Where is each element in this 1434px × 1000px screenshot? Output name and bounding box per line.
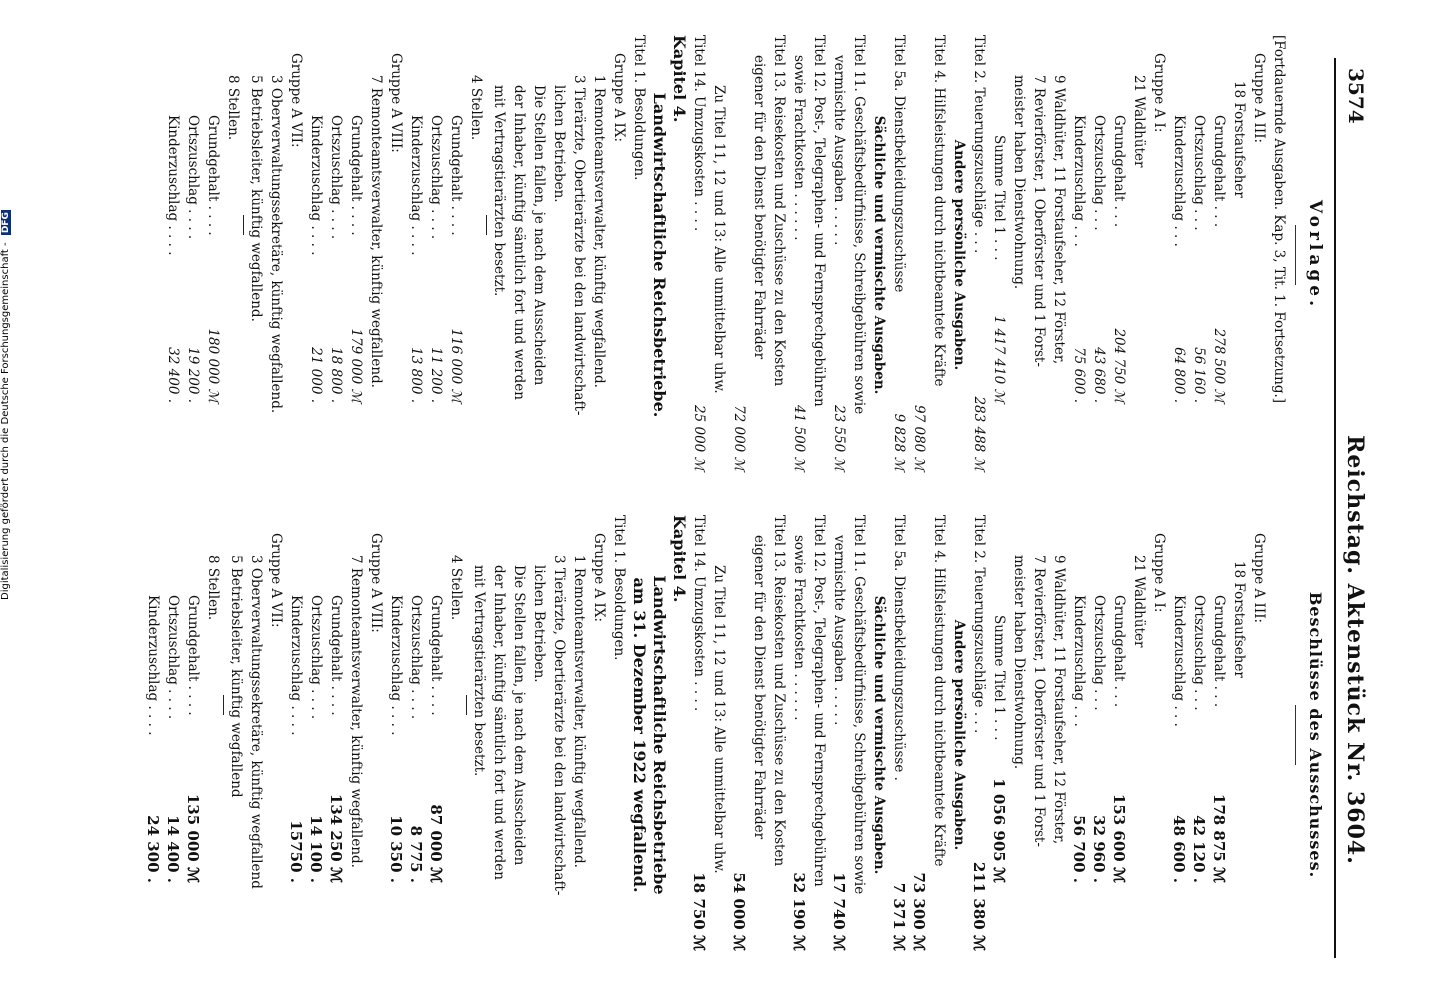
text-line bbox=[1029, 35, 1049, 475]
text-line bbox=[366, 515, 386, 955]
text-line bbox=[183, 515, 203, 955]
line-text: sowie Frachtkosten . . . . . . bbox=[791, 535, 807, 721]
text-line bbox=[789, 35, 809, 475]
text-line bbox=[609, 515, 629, 955]
text-line bbox=[729, 515, 749, 955]
text-line bbox=[1169, 35, 1189, 475]
line-text: Landwirtschaftliche Reichsbetriebe bbox=[650, 575, 669, 895]
text-line bbox=[889, 515, 909, 955]
text-line bbox=[709, 515, 729, 955]
line-text: Ortszuschlag . . . . bbox=[308, 595, 324, 720]
text-line bbox=[466, 35, 486, 475]
text-line bbox=[406, 35, 426, 475]
text-line bbox=[326, 515, 346, 955]
line-amount: 14 100 . bbox=[307, 815, 325, 883]
line-text: Ortszuschlag . . . bbox=[1191, 115, 1207, 231]
line-amount: 8 775 . bbox=[407, 825, 425, 883]
text-line bbox=[1269, 515, 1289, 955]
line-text: Titel 2. Teuerungszuschläge . . . bbox=[971, 515, 987, 734]
text-line bbox=[426, 515, 446, 955]
line-amount: 116 000 ℳ bbox=[448, 328, 464, 403]
text-line bbox=[549, 515, 569, 955]
line-text: Grundgehalt . . . . bbox=[185, 595, 201, 716]
text-line bbox=[929, 515, 949, 955]
line-text: 4 Stellen. bbox=[448, 555, 464, 621]
text-line bbox=[223, 35, 243, 475]
line-text: vermischte Ausgaben . . . . . bbox=[831, 55, 847, 246]
column-heading-beschluesse: Beschlüsse des Ausschusses. bbox=[1306, 591, 1325, 879]
line-text: [Fortdauernde Ausgaben. Kap. 3, Tit. 1. Fortsetzung.] bbox=[1271, 35, 1287, 404]
line-text: Gruppe A VIII: bbox=[368, 533, 384, 633]
text-line bbox=[749, 35, 769, 475]
line-text: Gruppe A I: bbox=[1151, 533, 1167, 613]
line-total: 32 190 ℳ bbox=[790, 872, 808, 951]
text-line bbox=[989, 35, 1009, 475]
text-line bbox=[1189, 35, 1209, 475]
dfg-logo: DFG bbox=[1, 212, 11, 234]
line-text: 7 Remonteamtsverwalter, künftig wegfallend. bbox=[368, 75, 384, 388]
text-line bbox=[1049, 515, 1069, 955]
line-total: 25 000 ℳ bbox=[691, 405, 707, 471]
text-line bbox=[1089, 515, 1109, 955]
line-total: 72 000 ℳ bbox=[731, 405, 747, 471]
text-line bbox=[809, 35, 829, 475]
line-text: 3 Oberverwaltungssekretäre, künftig wegfallend. bbox=[268, 75, 284, 414]
text-line bbox=[849, 515, 869, 955]
line-text: 3 Oberverwaltungssekretäre, künftig wegfallend bbox=[248, 555, 264, 889]
text-line bbox=[669, 35, 689, 475]
line-text: Grundgehalt . . . bbox=[1111, 115, 1127, 228]
line-text: Titel 1. Besoldungen. bbox=[631, 35, 647, 181]
text-line bbox=[929, 35, 949, 475]
text-line bbox=[286, 35, 306, 475]
line-text: Titel 13. Reisekosten und Zuschüsse zu den Kosten bbox=[771, 515, 787, 867]
column-vorlage bbox=[163, 35, 1330, 475]
line-total: 97 080 ℳ bbox=[911, 405, 927, 471]
line-amount: 13 800 . bbox=[408, 347, 424, 403]
text-line bbox=[1069, 35, 1089, 475]
text-line bbox=[689, 515, 709, 955]
text-line bbox=[749, 515, 769, 955]
line-text: Grundgehalt . . . bbox=[1211, 115, 1227, 228]
line-text: Zu Titel 11, 12 und 13: Alle unmittelbar uhw. bbox=[711, 85, 727, 394]
text-line bbox=[509, 35, 529, 475]
group-rule bbox=[223, 695, 224, 715]
heading-separator bbox=[1295, 225, 1296, 285]
text-line bbox=[949, 35, 969, 475]
line-text: eigener für den Dienst benötigter Fahrräder bbox=[751, 535, 767, 840]
line-text: Ortszuschlag . . . bbox=[1191, 595, 1207, 711]
line-amount: 43 680 . bbox=[1091, 347, 1107, 403]
line-text: Kinderzuschlag . . . bbox=[1071, 595, 1087, 727]
text-line bbox=[909, 35, 929, 475]
text-line bbox=[346, 515, 366, 955]
line-text: lichen Betrieben. bbox=[531, 565, 547, 683]
text-line bbox=[769, 515, 789, 955]
line-text: Grundgehalt . . . . bbox=[428, 595, 444, 716]
text-line bbox=[1249, 515, 1269, 955]
line-text: 8 Stellen. bbox=[225, 75, 241, 141]
line-text: Grundgehalt . . . . bbox=[205, 115, 221, 236]
group-rule bbox=[243, 215, 244, 235]
text-line bbox=[609, 35, 629, 475]
text-line bbox=[869, 515, 889, 955]
group-rule bbox=[486, 215, 487, 235]
line-text: Kinderzuschlag . . . bbox=[1071, 115, 1087, 247]
line-text: Titel 4. Hilfsleistungen durch nichtbeamtete Kräfte bbox=[931, 35, 947, 387]
text-line bbox=[1049, 35, 1069, 475]
text-line bbox=[629, 35, 649, 475]
line-total: 23 550 ℳ bbox=[831, 405, 847, 471]
line-amount: 75 600 . bbox=[1071, 347, 1087, 403]
line-text: Andere persönliche Ausgaben. bbox=[951, 139, 967, 371]
text-line bbox=[909, 515, 929, 955]
text-line bbox=[569, 35, 589, 475]
text-line bbox=[949, 515, 969, 955]
line-amount: 21 000 . bbox=[308, 347, 324, 403]
line-text: 3 Tierärzte, Obertierärzte bei den landwirtschaft- bbox=[551, 555, 567, 896]
text-line bbox=[143, 515, 163, 955]
line-amount: 48 600 . bbox=[1170, 815, 1188, 883]
line-amount: 1 056 905 ℳ bbox=[990, 778, 1008, 883]
text-line bbox=[266, 515, 286, 955]
text-line bbox=[709, 35, 729, 475]
line-text: Titel 13. Reisekosten und Zuschüsse zu den Kosten bbox=[771, 35, 787, 387]
text-line bbox=[366, 35, 386, 475]
line-text: Gruppe A III: bbox=[1251, 53, 1267, 144]
line-text: mit Vertragstierärzten besetzt. bbox=[471, 565, 487, 777]
line-text: lichen Betrieben. bbox=[551, 85, 567, 203]
text-line bbox=[246, 515, 266, 955]
text-line bbox=[889, 35, 909, 475]
line-text: Kinderzuschlag . . . . bbox=[308, 115, 324, 256]
line-text: Kapitel 4. bbox=[670, 515, 689, 603]
line-text: Summe Titel 1 . . . bbox=[991, 135, 1007, 261]
text-line bbox=[1209, 515, 1229, 955]
line-text: Ortszuschlag . . . . bbox=[328, 115, 344, 240]
page-number: 3574 bbox=[1344, 68, 1368, 124]
line-text: 5 Betriebsleiter, künftig wegfallend. bbox=[248, 75, 264, 322]
line-text: eigener für den Dienst benötigter Fahrräder bbox=[751, 55, 767, 360]
line-amount: 14 400 . bbox=[164, 815, 182, 883]
line-text: vermischte Ausgaben . . . . . bbox=[831, 535, 847, 726]
line-text: der Inhaber, künftig sämtlich fort und werden bbox=[491, 565, 507, 880]
line-text: Titel 1. Besoldungen. bbox=[611, 515, 627, 661]
line-total: 211 380 ℳ bbox=[970, 861, 988, 951]
text-line bbox=[386, 515, 406, 955]
text-line bbox=[266, 35, 286, 475]
line-text: 7 Revierförster, 1 Oberförster und 1 Forst- bbox=[1031, 75, 1047, 367]
line-text: der Inhaber, künftig sämtlich fort und werden bbox=[511, 85, 527, 400]
line-text: Grundgehalt . . . bbox=[1211, 595, 1227, 708]
text-line bbox=[689, 35, 709, 475]
text-line bbox=[569, 515, 589, 955]
line-total: 54 000 ℳ bbox=[730, 872, 748, 951]
line-text: 8 Stellen. bbox=[205, 555, 221, 621]
line-text: Titel 14. Umzugskosten . . . . bbox=[691, 515, 707, 712]
text-line bbox=[446, 35, 466, 475]
line-total: 9 828 ℳ bbox=[891, 413, 907, 471]
text-line bbox=[203, 35, 223, 475]
text-line bbox=[1229, 515, 1249, 955]
line-amount: 10 350 . bbox=[387, 815, 405, 883]
text-line bbox=[306, 515, 326, 955]
line-text: 21 Waldhüter bbox=[1131, 555, 1147, 648]
line-text: 18 Forstaufseher bbox=[1231, 81, 1247, 198]
text-line bbox=[1269, 35, 1289, 475]
column-lines bbox=[143, 515, 1289, 955]
text-line bbox=[509, 515, 529, 955]
line-amount: 42 120 . bbox=[1190, 815, 1208, 883]
text-line bbox=[1089, 35, 1109, 475]
footer-text: Digitalisierung gefördert durch die Deutsche Forschungsgemeinschaft - bbox=[0, 242, 11, 600]
line-text: 4 Stellen. bbox=[468, 75, 484, 141]
text-line bbox=[286, 515, 306, 955]
line-amount: 18 800 . bbox=[328, 347, 344, 403]
text-line bbox=[849, 35, 869, 475]
line-amount: 278 500 ℳ bbox=[1211, 328, 1227, 403]
line-text: 1 Remonteamtsverwalter, künftig wegfallend. bbox=[571, 555, 587, 868]
line-text: Die Stellen fallen, je nach dem Ausscheiden bbox=[531, 85, 547, 386]
text-line bbox=[769, 35, 789, 475]
text-line bbox=[1149, 35, 1169, 475]
line-text: Grundgehalt . . . bbox=[1111, 595, 1127, 708]
footer-credit bbox=[0, 200, 20, 600]
text-line bbox=[869, 35, 889, 475]
line-text: Titel 11. Geschäftsbedürfnisse, Schreibgebühren sowie bbox=[851, 35, 867, 415]
text-line bbox=[729, 35, 749, 475]
line-amount: 153 600 ℳ bbox=[1110, 793, 1128, 883]
line-text: Ortszuschlag . . . . bbox=[185, 115, 201, 240]
text-line bbox=[629, 515, 649, 955]
line-text: am 31. Dezember 1922 wegfallend. bbox=[630, 577, 649, 893]
line-text: Ortszuschlag . . . bbox=[1091, 115, 1107, 231]
line-amount: 134 250 ℳ bbox=[327, 793, 345, 883]
line-text: Kinderzuschlag . . . bbox=[1171, 595, 1187, 727]
text-line bbox=[669, 515, 689, 955]
line-text: sowie Frachtkosten . . . . . . bbox=[791, 55, 807, 241]
line-text: 9 Waldhüter, 11 Forstaufseher, 12 Förster, bbox=[1051, 75, 1067, 365]
text-line bbox=[426, 35, 446, 475]
line-text: Kinderzuschlag . . . bbox=[1171, 115, 1187, 247]
line-text: Sächliche und vermischte Ausgaben. bbox=[871, 115, 887, 395]
column-lines bbox=[163, 35, 1289, 475]
text-line bbox=[226, 515, 246, 955]
line-text: Ortszuschlag . . . . bbox=[165, 595, 181, 720]
line-text: Kinderzuschlag . . . . bbox=[288, 595, 304, 736]
line-amount: 87 000 ℳ bbox=[427, 804, 445, 883]
text-line bbox=[969, 515, 989, 955]
line-text: 9 Waldhüter, 11 Forstaufseher, 12 Förster, bbox=[1051, 555, 1067, 845]
line-total: 17 740 ℳ bbox=[830, 872, 848, 951]
line-text: Andere persönliche Ausgaben. bbox=[951, 619, 967, 851]
line-text: Grundgehalt . . . . bbox=[328, 595, 344, 716]
line-text: 1 Remonteamtsverwalter, künftig wegfallend. bbox=[591, 75, 607, 388]
text-line bbox=[346, 35, 366, 475]
text-line bbox=[1069, 515, 1089, 955]
text-line bbox=[549, 35, 569, 475]
text-line bbox=[1229, 35, 1249, 475]
text-line bbox=[1109, 35, 1129, 475]
text-line bbox=[406, 515, 426, 955]
line-text: meister haben Dienstwohnung. bbox=[1011, 555, 1027, 770]
text-line bbox=[1169, 515, 1189, 955]
line-text: Gruppe A I: bbox=[1151, 53, 1167, 133]
line-text: Die Stellen fallen, je nach dem Ausscheiden bbox=[511, 565, 527, 866]
line-text: Zu Titel 11, 12 und 13: Alle unmittelbar uhw. bbox=[711, 565, 727, 874]
header-rule bbox=[1334, 58, 1336, 958]
line-text: Titel 11. Geschäftsbedürfnisse, Schreibgebühren sowie bbox=[851, 515, 867, 895]
text-line bbox=[1029, 515, 1049, 955]
line-text: Grundgehalt . . . . bbox=[448, 115, 464, 236]
line-text: Grundgehalt . . . . bbox=[348, 115, 364, 236]
page-title: Reichstag. Aktenstück Nr. 3604. bbox=[1342, 435, 1368, 865]
line-amount: 180 000 ℳ bbox=[205, 328, 221, 403]
line-text: Titel 12. Post-, Telegraphen- und Fernsprechgebühren bbox=[811, 515, 827, 887]
text-line bbox=[469, 515, 489, 955]
line-text: 7 Remonteamtsverwalter, künftig wegfallend. bbox=[348, 555, 364, 868]
line-total: 73 300 ℳ bbox=[910, 872, 928, 951]
line-text: Titel 2. Teuerungszuschläge . . . bbox=[971, 35, 987, 254]
line-amount: 24 300 . bbox=[144, 815, 162, 883]
line-text: Kapitel 4. bbox=[670, 35, 689, 123]
line-text: Ortszuschlag . . . . bbox=[428, 115, 444, 240]
text-line bbox=[989, 515, 1009, 955]
line-text: 3 Tierärzte, Obertierärzte bei den landwirtschaft- bbox=[571, 75, 587, 416]
line-text: Summe Titel 1 . . . bbox=[991, 615, 1007, 741]
text-line bbox=[1109, 515, 1129, 955]
text-line bbox=[306, 35, 326, 475]
text-line bbox=[326, 35, 346, 475]
line-amount: 135 000 ℳ bbox=[184, 793, 202, 883]
line-amount: 178 875 ℳ bbox=[1210, 793, 1228, 883]
line-amount: 1 417 410 ℳ bbox=[991, 315, 1007, 403]
line-text: meister haben Dienstwohnung. bbox=[1011, 75, 1027, 290]
heading-separator bbox=[1295, 705, 1296, 765]
line-text: Ortszuschlag . . . bbox=[1091, 595, 1107, 711]
line-text: Titel 4. Hilfsleistungen durch nichtbeamtete Kräfte bbox=[931, 515, 947, 867]
text-line bbox=[1249, 35, 1269, 475]
text-line bbox=[1009, 515, 1029, 955]
text-line bbox=[589, 515, 609, 955]
column-heading-vorlage: Vorlage. bbox=[1305, 199, 1325, 311]
line-amount: 32 960 . bbox=[1090, 815, 1108, 883]
line-text: Titel 12. Post-, Telegraphen- und Fernsprechgebühren bbox=[811, 35, 827, 407]
text-line bbox=[809, 515, 829, 955]
line-amount: 32 400 . bbox=[165, 347, 181, 403]
text-line bbox=[446, 515, 466, 955]
line-text: Gruppe A VIII: bbox=[388, 53, 404, 153]
line-text: Kinderzuschlag . . . . bbox=[408, 115, 424, 256]
text-line bbox=[246, 35, 266, 475]
line-total: 7 371 ℳ bbox=[890, 882, 908, 951]
line-amount: 15750 . bbox=[287, 820, 305, 883]
line-text: Kinderzuschlag . . . . bbox=[165, 115, 181, 256]
line-amount: 179 000 ℳ bbox=[348, 328, 364, 403]
line-text: Gruppe A VII: bbox=[288, 53, 304, 148]
line-amount: 11 200 . bbox=[428, 347, 444, 403]
line-total: 283 488 ℳ bbox=[971, 396, 987, 471]
text-line bbox=[969, 35, 989, 475]
line-amount: 56 160 . bbox=[1191, 347, 1207, 403]
text-line bbox=[789, 515, 809, 955]
line-amount: 64 800 . bbox=[1171, 347, 1187, 403]
line-text: Gruppe A III: bbox=[1251, 533, 1267, 624]
text-line bbox=[489, 35, 509, 475]
line-text: Gruppe A IX: bbox=[611, 53, 627, 143]
text-line bbox=[1129, 35, 1149, 475]
text-line bbox=[1209, 35, 1229, 475]
line-total: 18 750 ℳ bbox=[690, 872, 708, 951]
text-line bbox=[649, 515, 669, 955]
text-line bbox=[829, 515, 849, 955]
text-line bbox=[529, 515, 549, 955]
line-text: Titel 14. Umzugskosten . . . . bbox=[691, 35, 707, 232]
line-text: Ortszuschlag . . . . bbox=[408, 595, 424, 720]
text-line bbox=[163, 515, 183, 955]
line-text: 5 Betriebsleiter, künftig wegfallend bbox=[228, 555, 244, 798]
line-text: Gruppe A IX: bbox=[591, 533, 607, 623]
text-line bbox=[1129, 515, 1149, 955]
line-text: Landwirtschaftliche Reichsbetriebe. bbox=[650, 92, 669, 418]
text-line bbox=[649, 35, 669, 475]
line-amount: 204 750 ℳ bbox=[1111, 328, 1127, 403]
column-beschluesse bbox=[143, 515, 1330, 955]
line-text: Kinderzuschlag . . . . bbox=[145, 595, 161, 736]
group-rule bbox=[466, 695, 467, 715]
line-total: 41 500 ℳ bbox=[791, 405, 807, 471]
text-line bbox=[386, 35, 406, 475]
text-line bbox=[1189, 515, 1209, 955]
text-line bbox=[1149, 515, 1169, 955]
text-line bbox=[829, 35, 849, 475]
text-line bbox=[489, 515, 509, 955]
line-amount: 56 700 . bbox=[1070, 815, 1088, 883]
line-text: Gruppe A VII: bbox=[268, 533, 284, 628]
line-text: 21 Waldhüter bbox=[1131, 75, 1147, 168]
text-line bbox=[163, 35, 183, 475]
text-line bbox=[183, 35, 203, 475]
line-text: Sächliche und vermischte Ausgaben. bbox=[871, 595, 887, 875]
line-text: Titel 5a. Dienstbekleidungszuschüsse bbox=[891, 35, 907, 293]
line-text: 7 Revierförster, 1 Oberförster und 1 Forst- bbox=[1031, 555, 1047, 847]
line-text: 18 Forstaufseher bbox=[1231, 561, 1247, 678]
text-line bbox=[529, 35, 549, 475]
line-text: mit Vertragstierärzten besetzt. bbox=[491, 85, 507, 297]
text-line bbox=[589, 35, 609, 475]
text-line bbox=[203, 515, 223, 955]
line-text: Titel 5a. Dienstbekleidungszuschüsse . bbox=[891, 515, 907, 781]
line-amount: 19 200 . bbox=[185, 347, 201, 403]
text-line bbox=[1009, 35, 1029, 475]
line-text: Kinderzuschlag . . . . bbox=[388, 595, 404, 736]
